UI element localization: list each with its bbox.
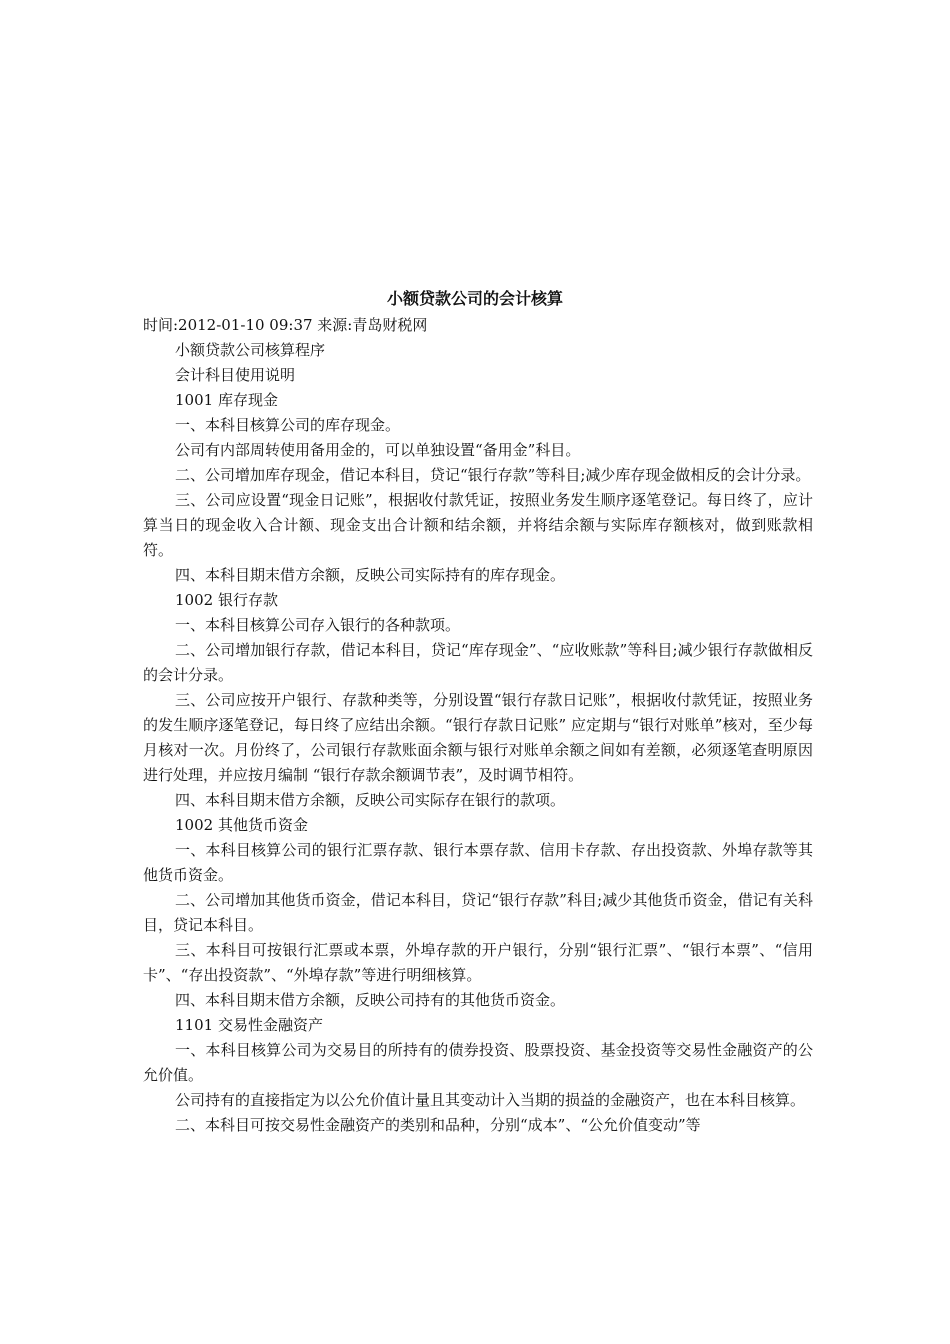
paragraph: 公司有内部周转使用备用金的，可以单独设置“备用金”科目。	[175, 441, 581, 459]
paragraph: 三、公司应设置“现金日记账”，根据收付款凭证，按照业务发生顺序逐笔登记。每日终了，应计算当日的现金收入合计额、现金支出合计额和结余额，并将结余额与实际库存额核对，做到账款相符。	[143, 491, 813, 559]
paragraph: 一、本科目核算公司存入银行的各种款项。	[175, 616, 461, 634]
paragraph: 四、本科目期末借方余额，反映公司实际存在银行的款项。	[175, 791, 566, 809]
paragraph: 1101 交易性金融资产	[175, 1016, 323, 1034]
paragraph: 一、本科目核算公司的库存现金。	[175, 416, 401, 434]
document-meta: 时间:2012-01-10 09:37 来源:青岛财税网	[143, 316, 428, 334]
paragraph: 1002 银行存款	[175, 591, 278, 609]
paragraph: 四、本科目期末借方余额，反映公司持有的其他货币资金。	[175, 991, 566, 1009]
paragraph: 公司持有的直接指定为以公允价值计量且其变动计入当期的损益的金融资产，也在本科目核算。	[175, 1091, 806, 1109]
paragraph: 小额贷款公司核算程序	[175, 341, 326, 359]
paragraph: 会计科目使用说明	[175, 366, 296, 384]
paragraph: 二、公司增加库存现金，借记本科目，贷记“银行存款”等科目;减少库存现金做相反的会计分录。	[175, 466, 811, 484]
paragraph: 二、公司增加其他货币资金，借记本科目，贷记“银行存款”科目;减少其他货币资金，借记有关科目，贷记本科目。	[143, 891, 813, 934]
paragraph: 三、本科目可按银行汇票或本票，外埠存款的开户银行，分别“银行汇票”、“银行本票”、“信用卡”、“存出投资款”、“外埠存款”等进行明细核算。	[143, 941, 813, 984]
paragraph: 四、本科目期末借方余额，反映公司实际持有的库存现金。	[175, 566, 566, 584]
paragraph: 二、公司增加银行存款，借记本科目，贷记“库存现金”、“应收账款”等科目;减少银行存款做相反的会计分录。	[143, 641, 813, 684]
paragraph: 二、本科目可按交易性金融资产的类别和品种，分别“成本”、“公允价值变动”等	[175, 1116, 701, 1134]
paragraph: 一、本科目核算公司的银行汇票存款、银行本票存款、信用卡存款、存出投资款、外埠存款等其他货币资金。	[143, 841, 813, 884]
paragraph: 1001 库存现金	[175, 391, 278, 409]
paragraph: 1002 其他货币资金	[175, 816, 308, 834]
paragraph: 三、公司应按开户银行、存款种类等，分别设置“银行存款日记账”，根据收付款凭证，按照业务的发生顺序逐笔登记，每日终了应结出余额。“银行存款日记账” 应定期与“银行对账单”核对，至少每月核对一次。月份终了，公司银行存款账面余额与银行对账单余额之间如有差额，必须逐笔查明原因进行处理，并应按月编制 “银行存款余额调节表”，及时调节相符。	[143, 691, 813, 784]
paragraph: 一、本科目核算公司为交易目的所持有的债券投资、股票投资、基金投资等交易性金融资产的公允价值。	[143, 1041, 813, 1084]
document-title: 小额贷款公司的会计核算	[386, 289, 563, 308]
document-body	[143, 313, 813, 1138]
